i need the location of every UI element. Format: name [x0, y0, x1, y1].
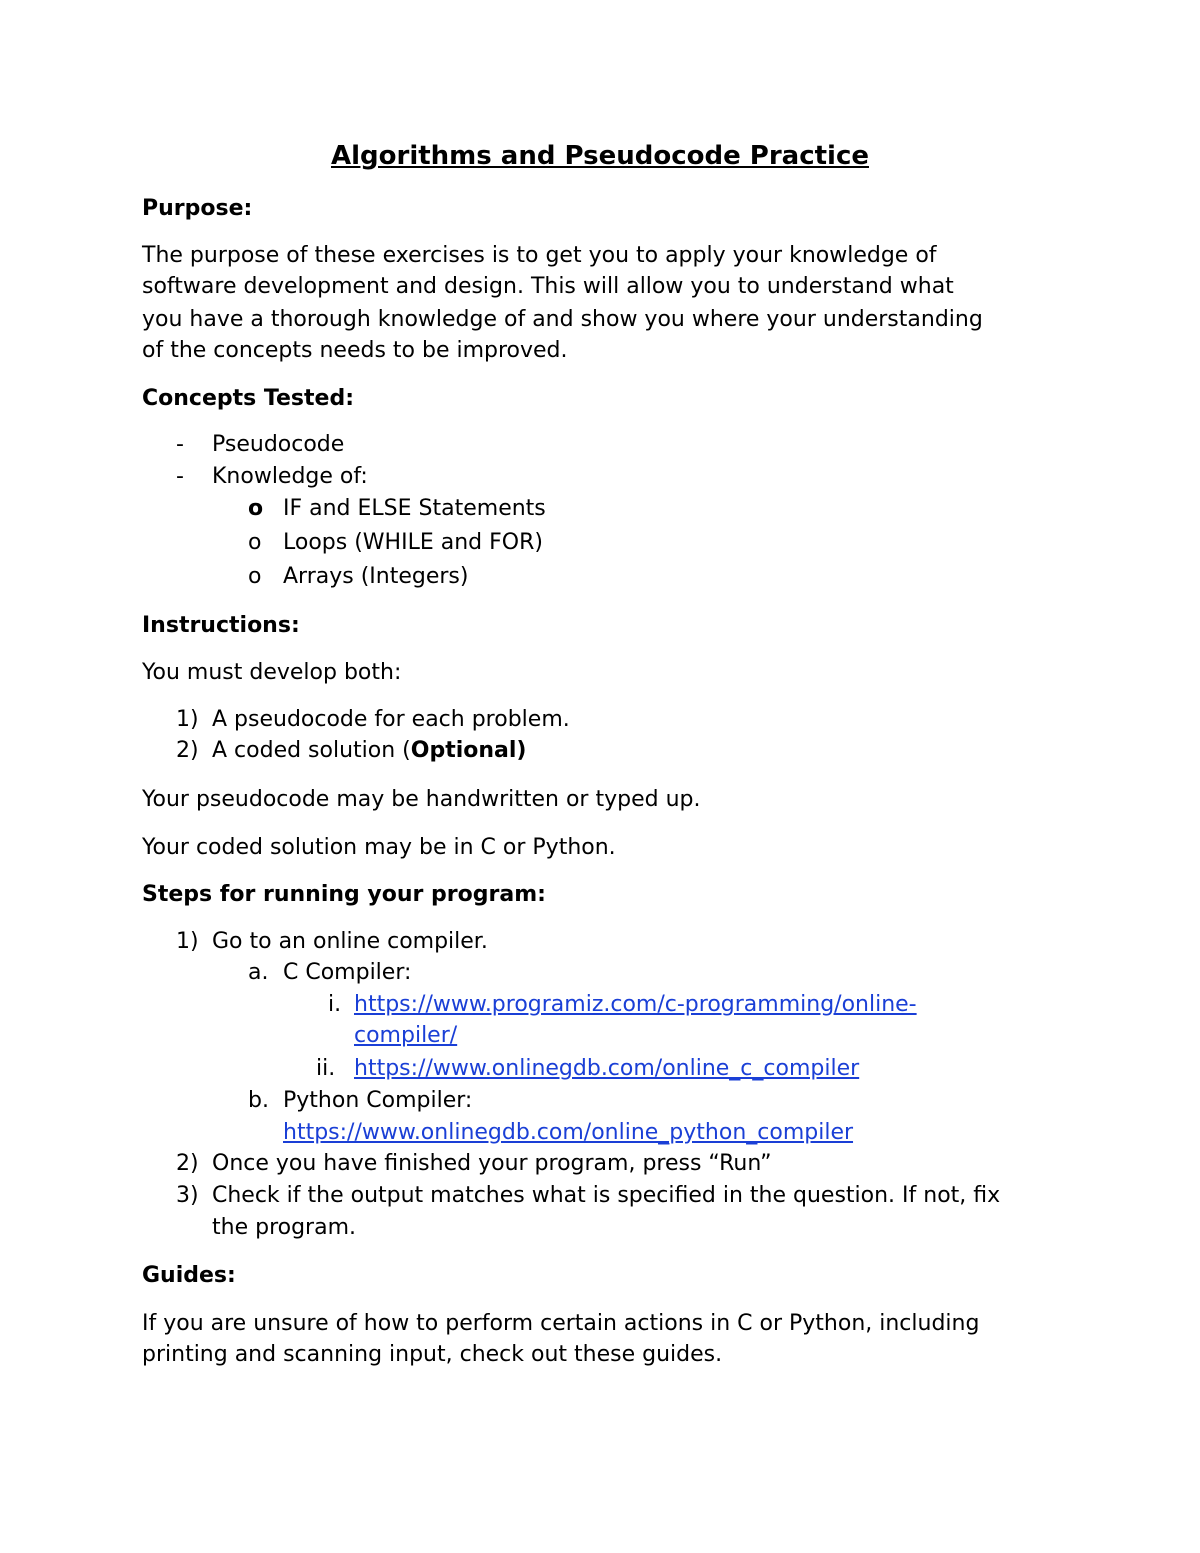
list-bullet: - [176, 432, 184, 457]
concept-item: Knowledge of: [212, 464, 368, 489]
guides-heading: Guides: [142, 1263, 236, 1288]
list-roman: ii. [316, 1056, 336, 1081]
step-item-continued: the program. [212, 1215, 356, 1240]
onlinegdb-c-link[interactable]: https://www.onlinegdb.com/online_c_compiler [354, 1056, 860, 1081]
instruction-item: A pseudocode for each problem. [212, 707, 570, 732]
list-number: 2) [176, 1151, 199, 1176]
concept-subitem: IF and ELSE Statements [283, 496, 546, 521]
programiz-link-continued[interactable]: compiler/ [354, 1023, 458, 1048]
list-bullet: - [176, 464, 184, 489]
concept-subitem: Arrays (Integers) [283, 564, 469, 589]
step-subitem: C Compiler: [283, 960, 412, 985]
list-number: 1) [176, 707, 199, 732]
concept-subitem: Loops (WHILE and FOR) [283, 530, 543, 555]
purpose-line: you have a thorough knowledge of and show you where your understanding [142, 307, 983, 332]
concepts-heading: Concepts Tested: [142, 386, 354, 411]
purpose-line: software development and design. This will allow you to understand what [142, 274, 954, 299]
list-letter: a. [248, 960, 269, 985]
instructions-note: Your coded solution may be in C or Python. [142, 835, 616, 860]
list-number: 2) [176, 738, 199, 763]
list-bullet: o [248, 530, 262, 555]
instructions-note: Your pseudocode may be handwritten or typed up. [142, 787, 701, 812]
step-subitem: Python Compiler: [283, 1088, 473, 1113]
list-number: 3) [176, 1183, 199, 1208]
steps-heading: Steps for running your program: [142, 882, 546, 907]
instructions-heading: Instructions: [142, 613, 300, 638]
instructions-intro: You must develop both: [142, 660, 402, 685]
instruction-text: A coded solution ( [212, 738, 411, 763]
purpose-line: of the concepts needs to be improved. [142, 338, 568, 363]
step-item: Check if the output matches what is specified in the question. If not, fix [212, 1183, 1001, 1208]
list-roman: i. [328, 992, 342, 1017]
step-item: Once you have finished your program, press “Run” [212, 1151, 772, 1176]
optional-label: Optional) [410, 738, 527, 763]
list-bullet: o [248, 564, 262, 589]
guides-line: If you are unsure of how to perform certain actions in C or Python, including [142, 1311, 980, 1336]
list-number: 1) [176, 929, 199, 954]
onlinegdb-python-link[interactable]: https://www.onlinegdb.com/online_python_compiler [283, 1120, 854, 1145]
guides-line: printing and scanning input, check out these guides. [142, 1342, 723, 1367]
programiz-link[interactable]: https://www.programiz.com/c-programming/online- [354, 992, 917, 1017]
purpose-heading: Purpose: [142, 196, 253, 221]
instruction-item [212, 737, 527, 765]
purpose-line: The purpose of these exercises is to get you to apply your knowledge of [142, 243, 937, 268]
list-bullet: o [248, 496, 264, 521]
page-title: Algorithms and Pseudocode Practice [330, 141, 869, 171]
list-letter: b. [248, 1088, 269, 1113]
step-item: Go to an online compiler. [212, 929, 488, 954]
concept-item: Pseudocode [212, 432, 345, 457]
